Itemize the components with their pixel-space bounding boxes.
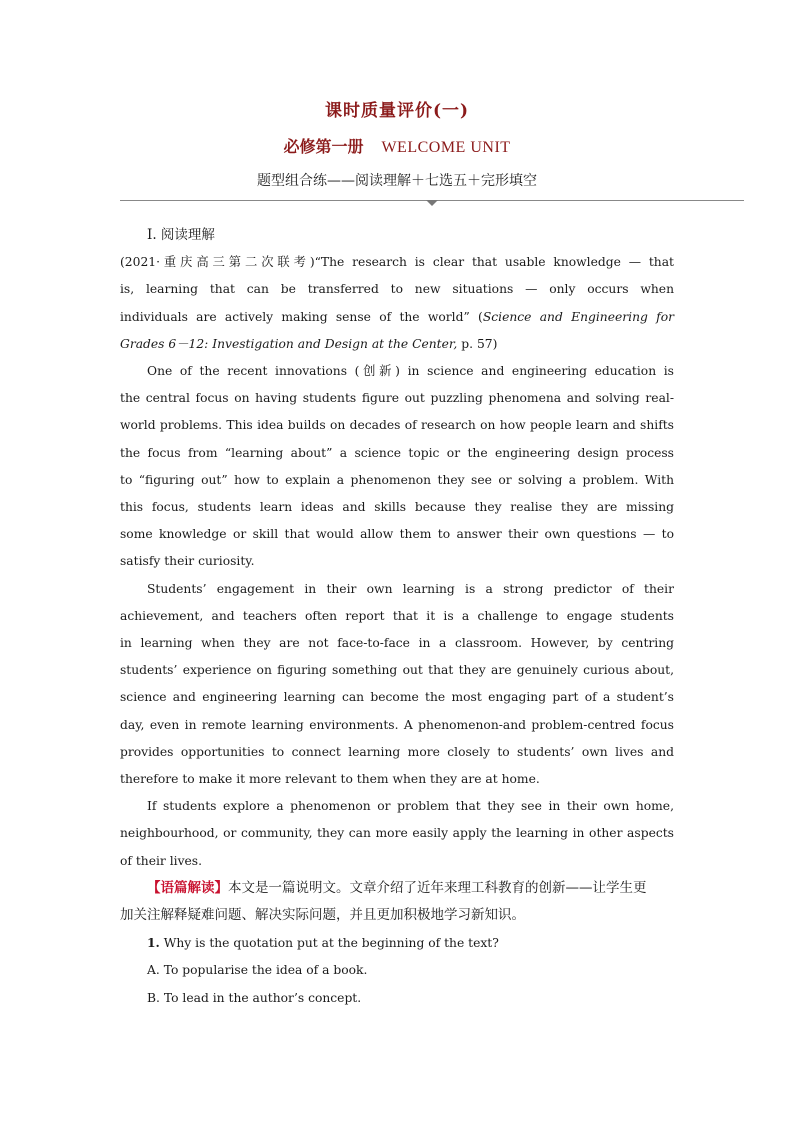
paragraph-line: some knowledge or skill that would allow them to answer their own questions — to — [120, 527, 674, 542]
paragraph — [120, 793, 674, 875]
source-line — [120, 304, 674, 331]
page-title: 课时质量评价(一) — [324, 101, 470, 121]
source-line — [120, 331, 674, 358]
paragraph-line: of their lives. — [120, 853, 203, 868]
paragraph-line: Students’ engagement in their own learning is a strong predictor of their — [147, 581, 674, 596]
page-ref: p. 57) — [457, 336, 498, 351]
paragraph-line: world problems. This idea builds on decades of research on how people learn and shifts — [120, 418, 674, 433]
section-heading: Ⅰ. 阅读理解 — [147, 227, 215, 243]
page-subtitle: 题型组合练——阅读理解＋七选五＋完形填空 — [257, 173, 537, 189]
source-line: (2021·重庆高三第二次联考)“The research is clear that usable knowledge — that — [120, 255, 674, 270]
unit-heading — [0, 134, 794, 157]
option-a: A. To popularise the idea of a book. — [147, 963, 368, 978]
paragraph-line: provides opportunities to connect learning more closely to students’ own lives and — [120, 744, 674, 759]
reading-section — [120, 222, 674, 1012]
analysis-text: 本文是一篇说明文。文章介绍了近年来理工科教育的创新——让学生更 — [228, 879, 647, 896]
paragraph-line: day, even in remote learning environments. A phenomenon-and problem-centred focus — [120, 717, 674, 732]
paragraph-line: students’ experience on figuring something out that they are genuinely curious about, — [120, 663, 674, 678]
paragraph-line: the central focus on having students figure out puzzling phenomena and solving real- — [120, 391, 674, 406]
source-line: is, learning that can be transferred to new situations — only occurs when — [120, 282, 674, 297]
paragraph-line: this focus, students learn ideas and skills because they realise they are missing — [120, 500, 674, 515]
source-text: individuals are actively making sense of the world” ( — [120, 309, 483, 324]
book-title: Science and Engineering for — [482, 309, 674, 324]
analysis-line: 加关注解释疑难问题、解决实际问题，并且更加积极地学习新知识。 — [120, 907, 525, 924]
paragraph-line: therefore to make it more relevant to them when they are at home. — [120, 772, 540, 787]
divider-triangle-icon — [426, 200, 438, 206]
book-title-cont: Grades 6－12: — [120, 336, 213, 351]
paragraph-line: neighbourhood, or community, they can more easily apply the learning in other aspects — [120, 826, 674, 841]
paragraph-line: in learning when they are not face-to-face in a classroom. However, by centring — [120, 636, 674, 651]
analysis-tag: 【语篇解读】 — [147, 879, 228, 896]
book-subtitle: Investigation and Design at the Center, — [212, 336, 458, 351]
analysis-line — [120, 875, 674, 902]
question — [120, 929, 674, 957]
unit-cn: 必修第一册 — [283, 137, 364, 156]
paragraph-line: One of the recent innovations (创新) in science and engineering education is — [147, 364, 674, 379]
paragraph-line: to “figuring out” how to explain a phenomenon they see or solving a problem. With — [120, 472, 674, 487]
paragraph-line: satisfy their curiosity. — [120, 554, 255, 569]
paragraph — [120, 576, 674, 794]
paragraph-line: achievement, and teachers often report that it is a challenge to engage students — [120, 608, 674, 623]
paragraph — [120, 358, 674, 576]
paragraph-line: the focus from “learning about” a science topic or the engineering design process — [120, 445, 674, 460]
question-text: Why is the quotation put at the beginning of the text? — [159, 936, 499, 951]
option-b: B. To lead in the author’s concept. — [147, 990, 362, 1005]
paragraph-line: science and engineering learning can become the most engaging part of a student’s — [120, 690, 674, 705]
question-number: 1. — [147, 935, 160, 951]
paragraph-line: If students explore a phenomenon or problem that they see in their own home, — [147, 799, 674, 814]
unit-en: WELCOME UNIT — [381, 139, 511, 156]
